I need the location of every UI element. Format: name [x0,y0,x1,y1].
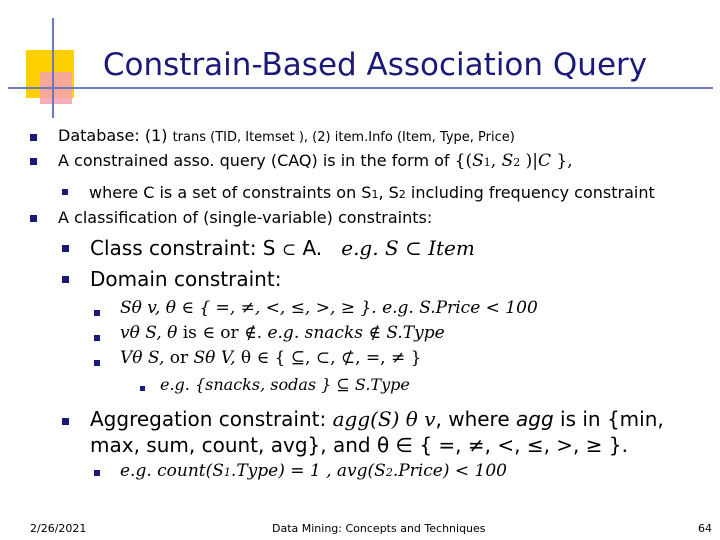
bullet-square-icon [94,335,100,341]
footer-page-number: 64 [698,522,712,535]
decor-vertical-rule [52,18,54,118]
bullet-class-constraint: Class constraint: S ⊂ A. e.g. S ⊂ Item [90,236,475,260]
bullet-square-icon [62,245,69,252]
bullet-square-icon [30,134,37,141]
slide-title: Constrain-Based Association Query [102,47,648,83]
bullet-where-c: where C is a set of constraints on S1, S2 including frequency constraint [89,183,655,202]
bullet-domain-3: Vθ S, or Sθ V, θ ∈ { ⊆, ⊂, ⊄, =, ≠ } [120,348,422,368]
decor-horizontal-rule [8,87,713,89]
bullet-square-icon [94,310,100,316]
bullet-square-icon [30,215,37,222]
footer-date: 2/26/2021 [30,522,87,535]
bullet-square-icon [62,189,68,195]
bullet-domain-1: Sθ v, θ ∈ { =, ≠, <, ≤, >, ≥ }. e.g. S.Price < 100 [120,298,538,318]
bullet-aggregation-example: e.g. count(S1.Type) = 1 , avg(S2.Price) < 100 [120,461,507,481]
bullet-classification: A classification of (single-variable) constraints: [58,208,433,227]
bullet-aggregation-line2: max, sum, count, avg}, and θ ∈ { =, ≠, <, ≤, >, ≥ }. [90,433,628,457]
bullet-database: Database: (1) trans (TID, Itemset ), (2) item.Info (Item, Type, Price) [58,126,515,145]
bullet-square-icon [62,276,69,283]
bullet-domain-constraint: Domain constraint: [90,267,282,291]
bullet-domain-4: e.g. {snacks, sodas } ⊆ S.Type [160,375,410,394]
bullet-square-icon [140,386,145,391]
bullet-caq: A constrained asso. query (CAQ) is in the form of {(S1, S2 )|C }, [58,151,573,171]
bullet-aggregation-line1: Aggregation constraint: agg(S) θ v, where agg is in {min, [90,407,664,431]
footer-title: Data Mining: Concepts and Techniques [272,522,486,535]
bullet-square-icon [30,158,37,165]
bullet-square-icon [62,418,69,425]
bullet-square-icon [94,360,100,366]
bullet-square-icon [94,470,100,476]
bullet-domain-2: vθ S, θ is ∈ or ∉. e.g. snacks ∉ S.Type [120,323,445,343]
